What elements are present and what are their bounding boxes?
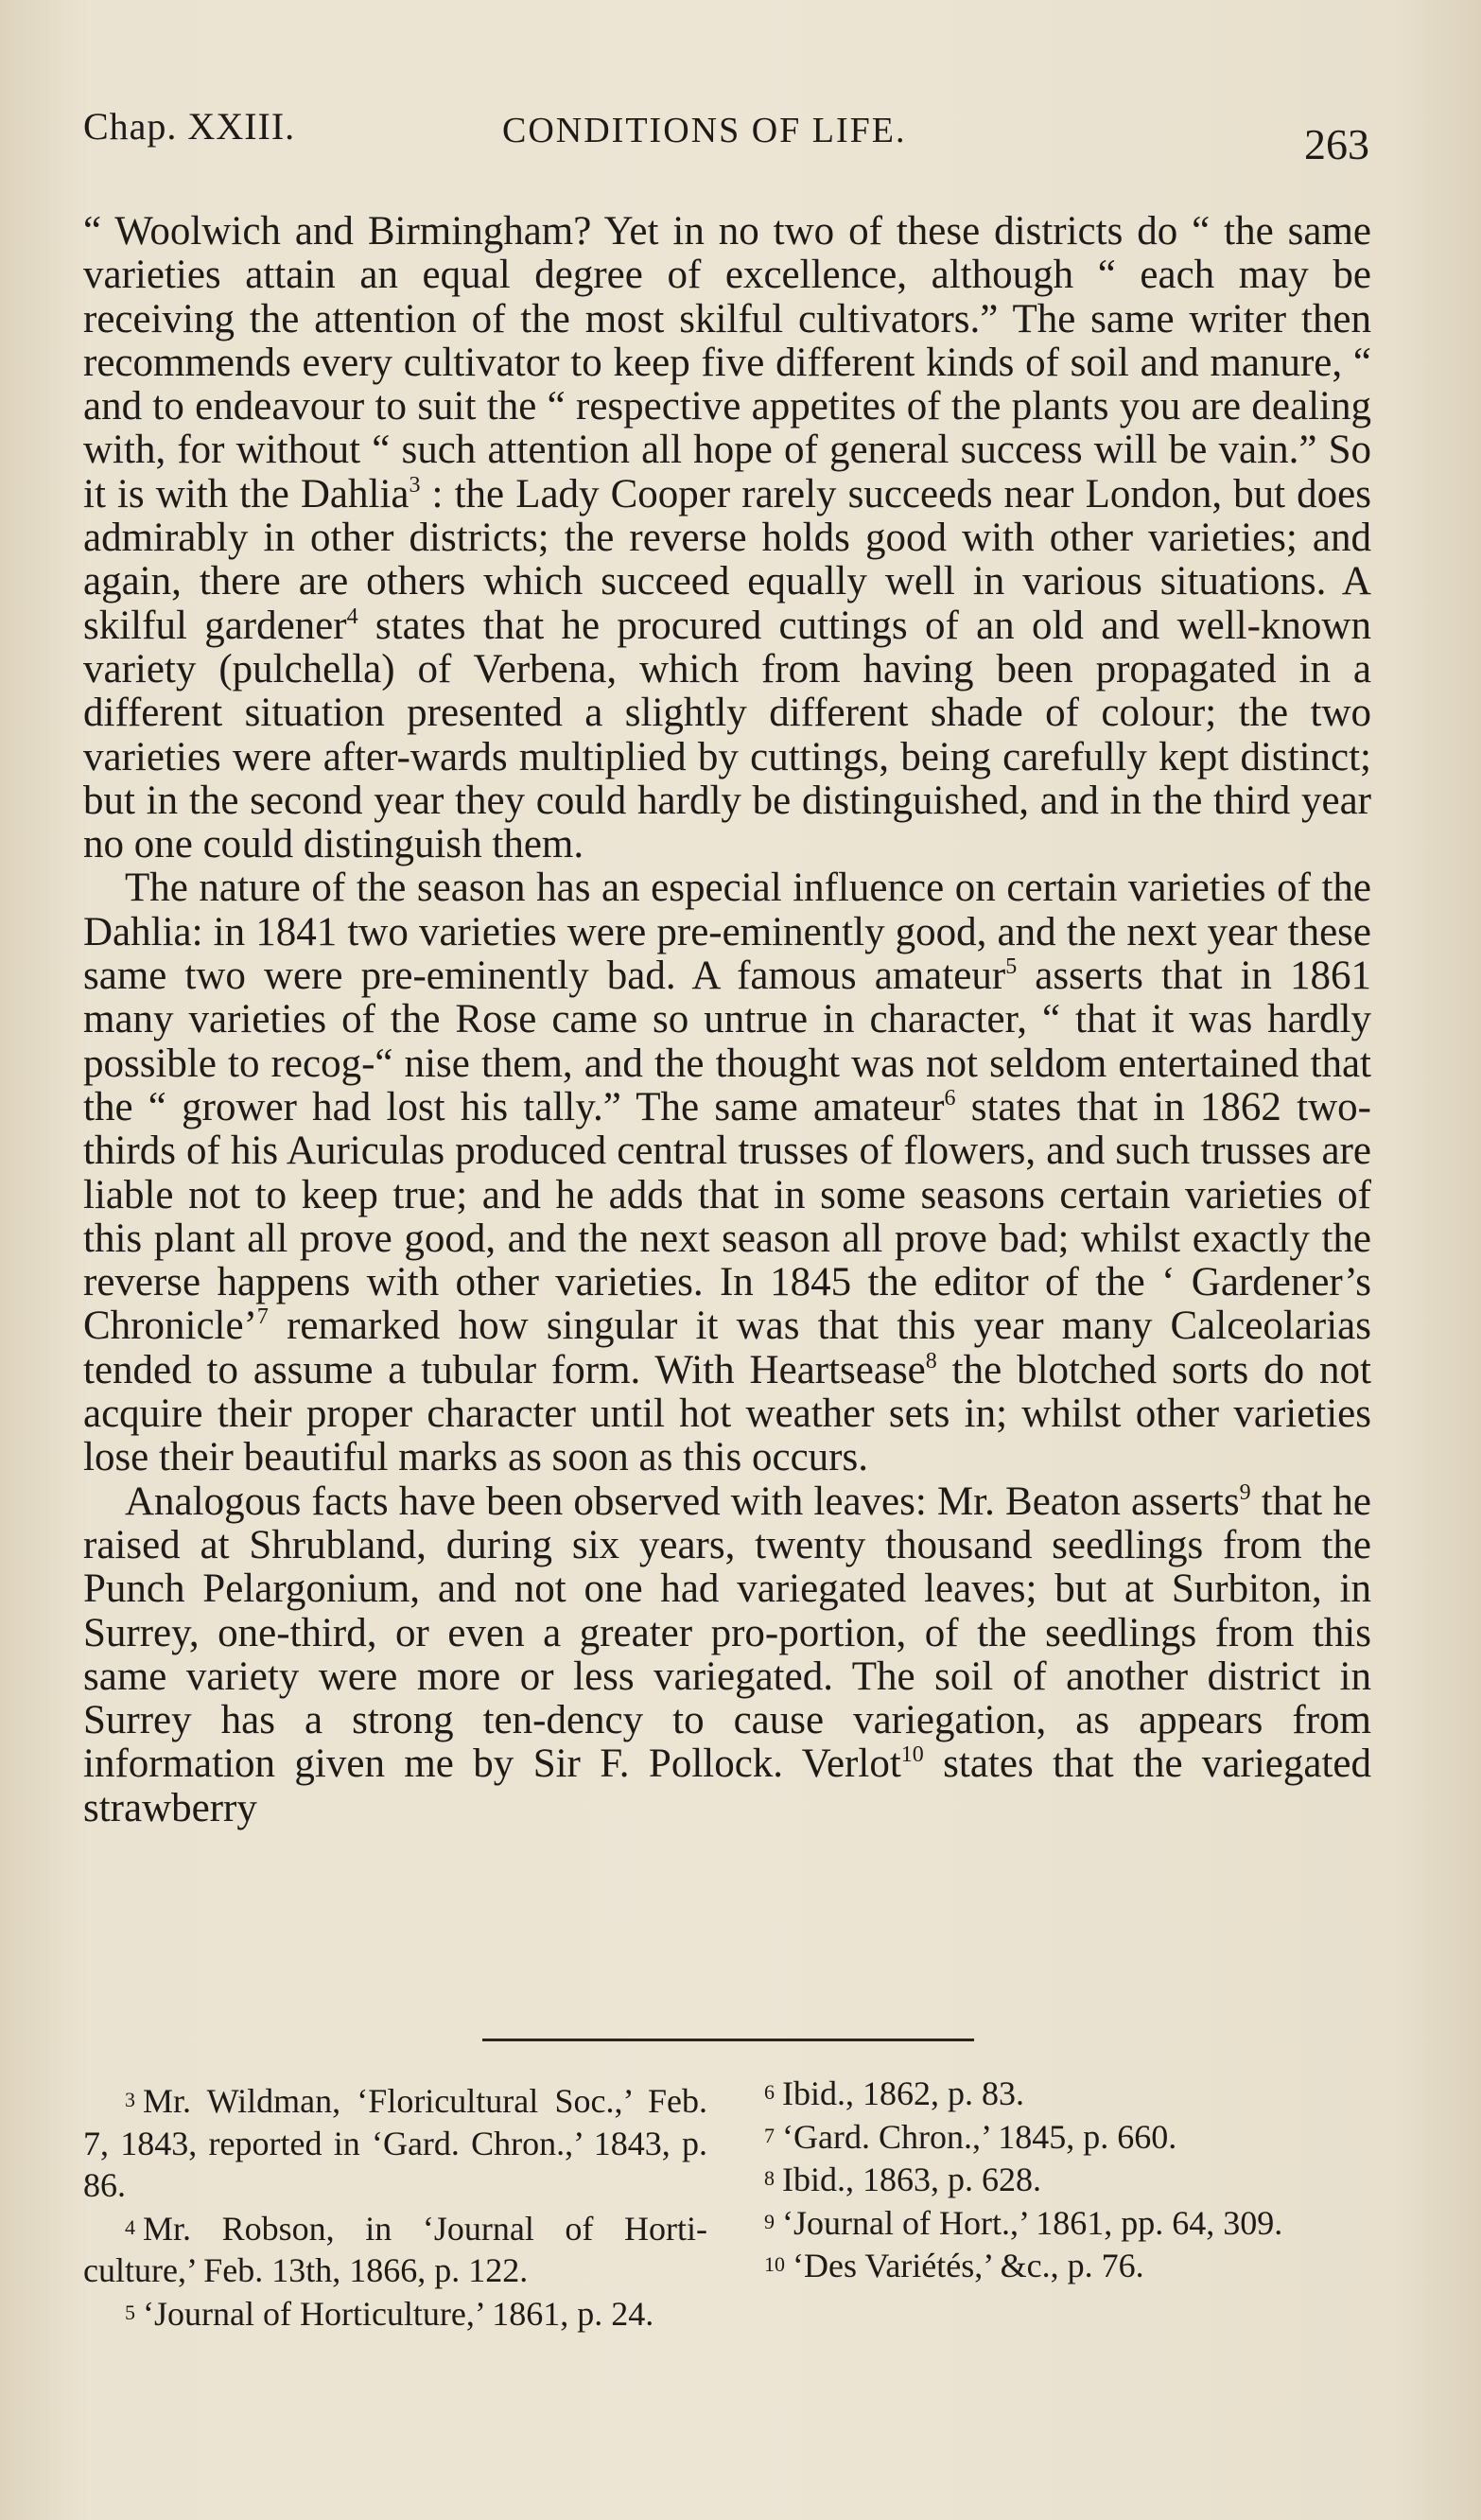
footnote: 5 ‘Journal of Horticulture,’ 1861, p. 24.	[125, 2294, 654, 2333]
main-text	[83, 210, 1371, 1830]
footnotes-left-column	[83, 2079, 707, 2335]
footnote-ref: 8	[925, 1348, 937, 1374]
running-header	[83, 104, 1369, 168]
footnote-ref: 5	[1005, 954, 1018, 980]
chapter-label: Chap. XXIII.	[83, 105, 296, 148]
footnote: 7 ‘Gard. Chron.,’ 1845, p. 660.	[764, 2117, 1177, 2156]
paragraph: Analogous facts have been observed with leaves: Mr. Beaton asserts$^9$ that he raised at Shrubland, during six years, twenty thousand seedlings from the Punch Pelargonium, and not one had variegated leaves; but at Surbiton, in Surrey, one-third, or even a greater pro-portion, of the seedlings from this same variety were more or less variegated. The soil of another district in Surrey has a strong ten-dency to cause variegation, as appears from information given me by Sir F. Pollock. Verlot$^{10}$ states that the variegated strawberry	[83, 1479, 1371, 1830]
footnote: 4 Mr. Robson, in ‘Journal of Horti-culture,’ Feb. 13th, 1866, p. 122.	[83, 2209, 707, 2289]
footnote: 6 Ibid., 1862, p. 83.	[764, 2074, 1024, 2112]
footnote-divider	[482, 2039, 974, 2041]
footnote: 9 ‘Journal of Hort.,’ 1861, pp. 64, 309.	[764, 2203, 1283, 2242]
footnote: 3 Mr. Wildman, ‘Floricultural Soc.,’ Feb. 7, 1843, reported in ‘Gard. Chron.,’ 1843, p. 86.	[83, 2082, 707, 2204]
paragraph: “ Woolwich and Birmingham? Yet in no two of these districts do “ the same varieties attain an equal degree of excellence, although “ each may be receiving the attention of the most skilful cultivators.” The same writer then recommends every cultivator to keep five different kinds of soil and manure, “ and to endeavour to suit the “ respective appetites of the plants you are dealing with, for without “ such attention all hope of general success will be vain.” So it is with the Dahlia$^3$ : the Lady Cooper rarely succeeds near London, but does admirably in other districts; the reverse holds good with other varieties; and again, there are others which succeed equally well in various situations. A skilful gardener$^4$ states that he procured cuttings of an old and well-known variety (pulchella) of Verbena, which from having been propagated in a different situation presented a slightly different shade of colour; the two varieties were after-wards multiplied by cuttings, being carefully kept distinct; but in the second year they could hardly be distinguished, and in the third year no one could distinguish them.	[83, 209, 1371, 867]
footnote-ref: 6	[944, 1085, 956, 1111]
page-number: 263	[1304, 120, 1369, 168]
footnote-ref: 10	[900, 1742, 924, 1768]
footnote: 8 Ibid., 1863, p. 628.	[764, 2161, 1041, 2198]
footnote-ref: 4	[346, 604, 358, 629]
footnote-ref: 3	[409, 472, 421, 498]
running-title: CONDITIONS OF LIFE.	[502, 111, 907, 150]
paragraph: The nature of the season has an especial influence on certain varieties of the Dahlia: in 1841 two varieties were pre-eminently good, and the next year these same two were pre-eminently bad. A famous amateur$^5$ asserts that in 1861 many varieties of the Rose came so untrue in character, “ that it was hardly possible to recog-“ nise them, and the thought was not seldom entertained that the “ grower had lost his tally.” The same amateur$^6$ states that in 1862 two-thirds of his Auriculas produced central trusses of flowers, and such trusses are liable not to keep true; and he adds that in some seasons certain varieties of this plant all prove good, and the next season all prove bad; whilst exactly the reverse happens with other varieties. In 1845 the editor of the ‘ Gardener’s Chronicle’$^7$ remarked how singular it was that this year many Calceolarias tended to assume a tubular form. With Heartsease$^8$ the blotched sorts do not acquire their proper character until hot weather sets in; whilst other varieties lose their beautiful marks as soon as this occurs.	[83, 866, 1372, 1480]
footnote-ref: 7	[256, 1304, 269, 1330]
footnote: 10 ‘Des Variétés,’ &c., p. 76.	[764, 2247, 1144, 2284]
footnote-ref: 9	[1239, 1479, 1251, 1505]
footnotes-right-column	[764, 2072, 1369, 2287]
